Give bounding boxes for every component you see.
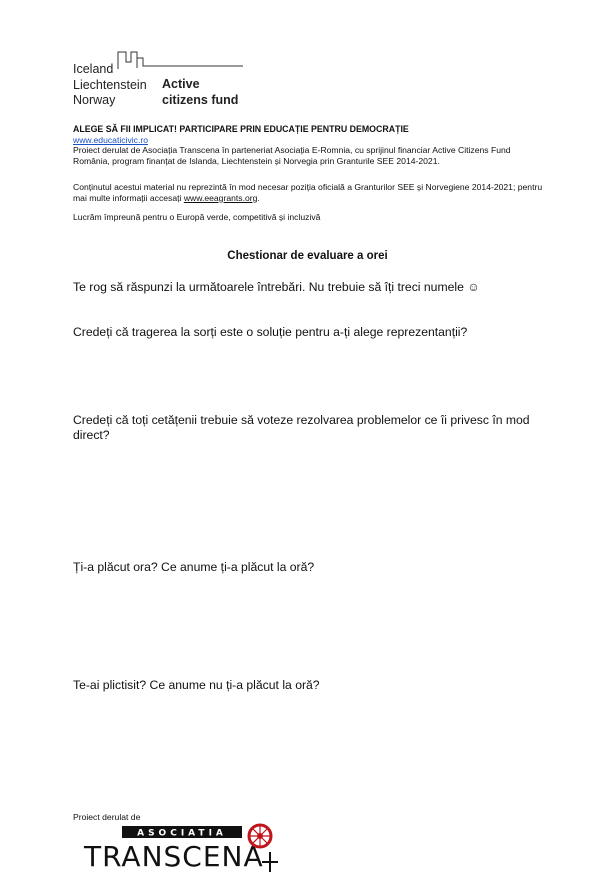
fund-name-line1: Active (162, 77, 200, 91)
project-title: ALEGE SĂ FII IMPLICAT! PARTICIPARE PRIN EDUCAȚIE PENTRU DEMOCRAȚIE (73, 124, 409, 134)
disclaimer-text: Conținutul acestui material nu reprezintă în mod necesar poziția oficială a Granturilor SEE și Norvegiene 2014-2021; pentru mai multe informații accesați (73, 182, 543, 203)
country-iceland: Iceland (73, 62, 114, 76)
project-link[interactable]: www.educaticivic.ro (73, 134, 148, 145)
disclaimer-end: . (257, 192, 260, 203)
country-norway: Norway (73, 93, 116, 107)
form-title: Chestionar de evaluare a orei (227, 250, 388, 262)
funder-fund-name (162, 77, 238, 108)
funder-countries (73, 62, 147, 109)
question-4: Te-ai plictisit? Ce anume nu ți-a plăcut la oră? (73, 678, 320, 692)
logo-band-text: ASOCIATIA (137, 828, 227, 839)
footer-label: Proiect derulat de (73, 812, 141, 822)
country-liechtenstein: Liechtenstein (73, 77, 147, 92)
tagline: Lucrăm împreună pentru o Europă verde, competitivă și incluzivă (73, 212, 321, 222)
project-info (73, 124, 543, 166)
logo-wordmark: TRANSCENA (84, 840, 264, 873)
project-description: Proiect derulat de Asociația Transcena în parteneriat Asociația E-Romnia, cu sprijinul financiar Active Citizens Fund România, program finanțat de Islanda, Liechtenstein și Norvegia prin Granturile SEE 2014-2021. (73, 145, 511, 166)
disclaimer (73, 182, 543, 203)
fund-name-line2: citizens fund (162, 92, 239, 107)
question-1: Credeți că tragerea la sorți este o soluție pentru a-ți alege reprezentanții? (73, 325, 468, 339)
transcena-logo (80, 822, 280, 878)
question-2: Credeți că toți cetățenii trebuie să voteze rezolvarea problemelor ce îi privesc în mod direct? (73, 413, 530, 442)
funder-logo (73, 48, 243, 110)
eeagrants-link[interactable]: www.eeagrants.org (183, 192, 258, 203)
question-3: Ți-a plăcut ora? Ce anume ți-a plăcut la oră? (73, 560, 315, 574)
form-intro: Te rog să răspunzi la următoarele întrebări. Nu trebuie să îți treci numele ☺ (73, 280, 480, 294)
roma-wheel-icon (249, 825, 271, 847)
